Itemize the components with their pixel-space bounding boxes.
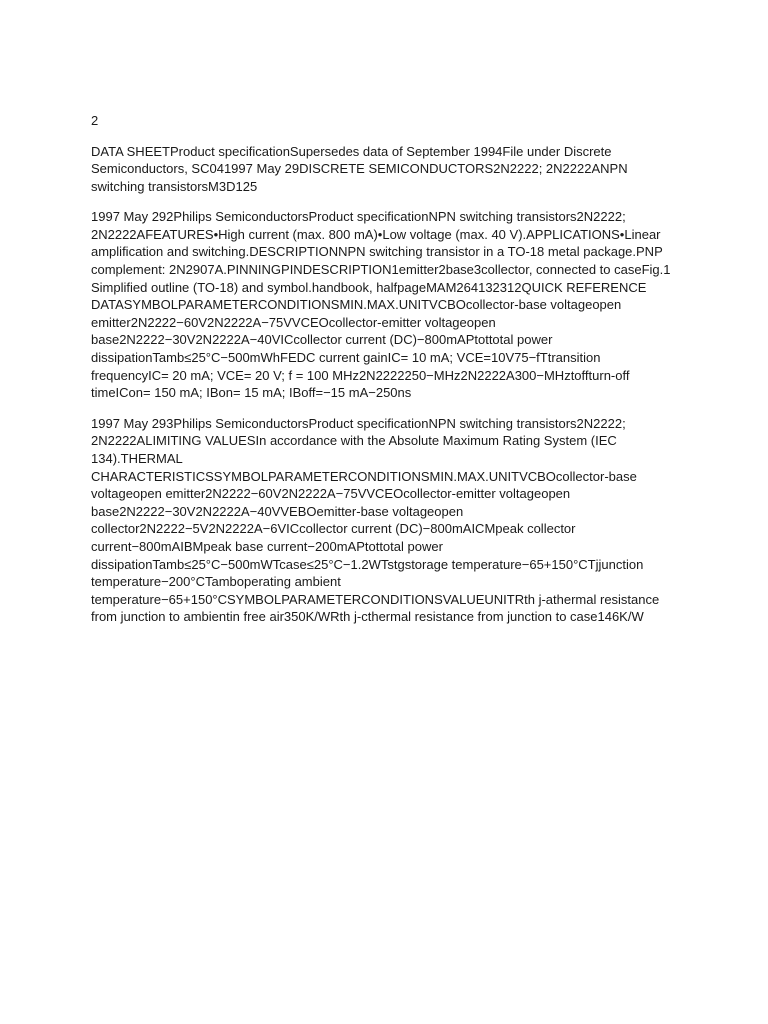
paragraph-datasheet-header: DATA SHEETProduct specificationSupersedes data of September 1994File under Discrete Semiconductors, SC041997 May 29DISCRETE SEMICONDUCTORS2N2222; 2N2222ANPN switching transistorsM3D125	[91, 143, 628, 194]
paragraph-limiting-values-thermal: 1997 May 293Philips SemiconductorsProduct specificationNPN switching transistors2N2222; 2N2222ALIMITING VALUESIn accordance with the Absolute Maximum Rating System (IEC 134).THERMAL CHARACTERISTICSSYMBOLPARAMETERCONDITIONSMIN.MAX.UNITVCBOcollector-base voltageopen emitter2N2222−60V2N2222A−75VVCEOcollector-emitter voltageopen base2N2222−30V2N2222A−40VVEBOemitter-base voltageopen collector2N2222−5V2N2222A−6VICcollector current (DC)−800mAICMpeak collector current−800mAIBMpeak base current−200mAPtottotal power dissipationTamb≤25°C−500mWTcase≤25°C−1.2WTstgstorage temperature−65+150°CTjjunction temperature−200°CTamboperating ambient temperature−65+150°CSYMBOLPARAMETERCONDITIONSVALUEUNITRth j-athermal resistance from junction to ambientin free air350K/WRth j-cthermal resistance from junction to case146K/W	[91, 415, 660, 625]
document-page	[91, 112, 671, 639]
paragraph-features-quick-reference: 1997 May 292Philips SemiconductorsProduct specificationNPN switching transistors2N2222; 2N2222AFEATURES•High current (max. 800 mA)•Low voltage (max. 40 V).APPLICATIONS•Linear amplification and switching.DESCRIPTIONNPN switching transistor in a TO-18 metal package.PNP complement: 2N2907A.PINNINGPINDESCRIPTION1emitter2base3collector, connected to caseFig.1 Simplified outline (TO-18) and symbol.handbook, halfpageMAM264132312QUICK REFERENCE DATASYMBOLPARAMETERCONDITIONSMIN.MAX.UNITVCBOcollector-base voltageopen emitter2N2222−60V2N2222A−75VVCEOcollector-emitter voltageopen base2N2222−30V2N2222A−40VICcollector current (DC)−800mAPtottotal power dissipationTamb≤25°C−500mWhFEDC current gainIC= 10 mA; VCE=10V75−fTtransition frequencyIC= 20 mA; VCE= 20 V; f = 100 MHz2N2222250−MHz2N2222A300−MHztoffturn-off timeICon= 150 mA; IBon= 15 mA; IBoff=−15 mA−250ns	[91, 209, 671, 401]
page-number: 2	[91, 113, 99, 128]
